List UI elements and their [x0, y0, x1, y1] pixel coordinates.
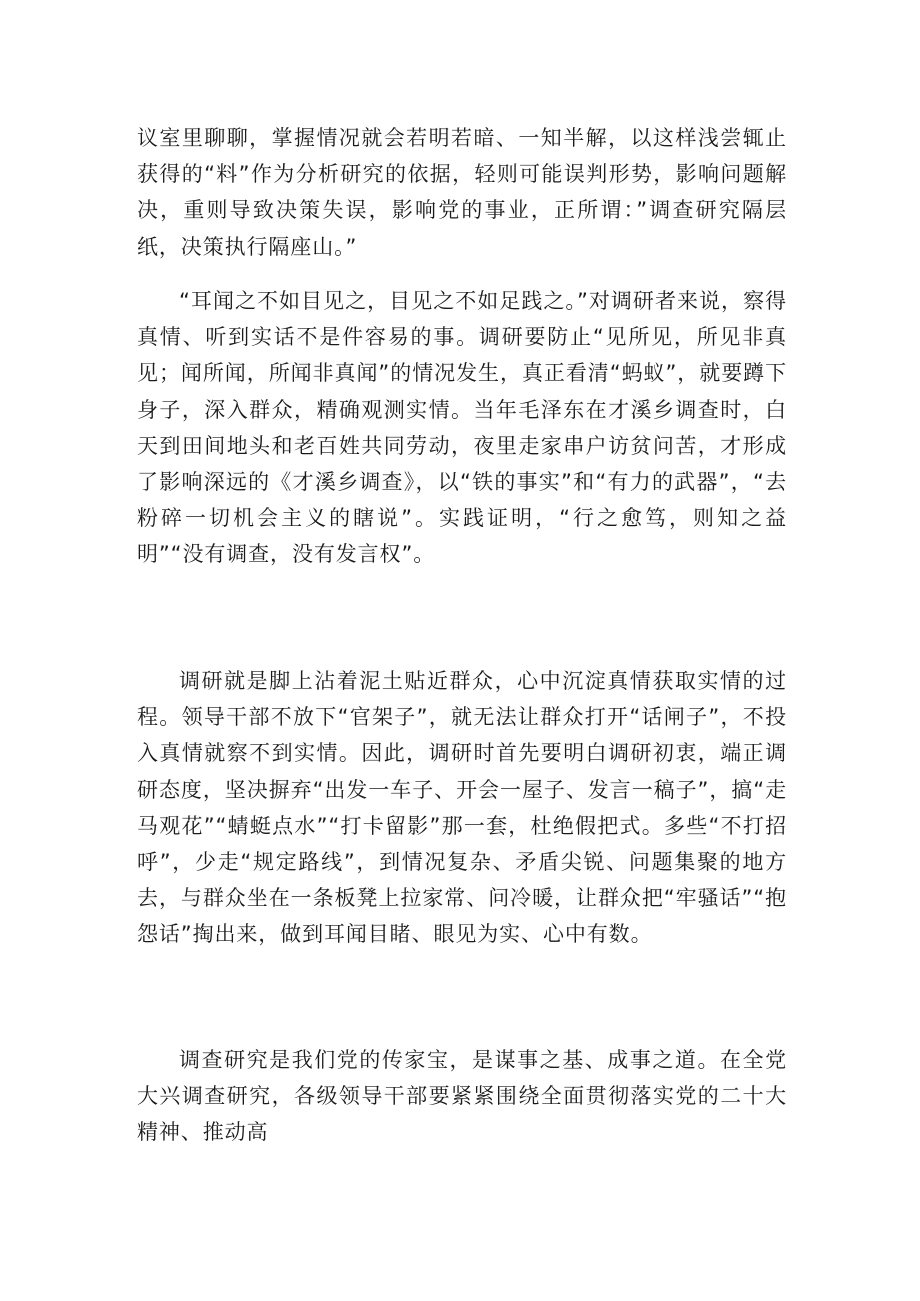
paragraph-2: “耳闻之不如目见之，目见之不如足践之。”对调研者来说，察得真情、听到实话不是件容易的事。调研要防止“见所见，所见非真见；闻所闻，所闻非真闻”的情况发生，真正看清“蚂蚁”，就要蹲下身子，深入群众，精确观测实情。当年毛泽东在才溪乡调查时，白天到田间地头和老百姓共同劳动，夜里走家串户访贫问苦，才形成了影响深远的《才溪乡调查》，以“铁的事实”和“有力的武器”，“去粉碎一切机会主义的瞎说”。实践证明，“行之愈笃，则知之益明”“没有调查，没有发言权”。	[137, 289, 787, 567]
paragraph-1: 议室里聊聊，掌握情况就会若明若暗、一知半解，以这样浅尝辄止获得的“料”作为分析研究的依据，轻则可能误判形势，影响问题解决，重则导致决策失误，影响党的事业，正所谓：”调查研究隔层纸，决策执行隔座山。”	[137, 126, 787, 259]
paragraph-4: 调查研究是我们党的传家宝，是谋事之基、成事之道。在全党大兴调查研究，各级领导干部要紧紧围绕全面贯彻落实党的二十大精神、推动高	[137, 1048, 787, 1145]
paragraph-3: 调研就是脚上沾着泥土贴近群众，心中沉淀真情获取实情的过程。领导干部不放下“官架子”，就无法让群众打开“话闸子”，不投入真情就察不到实情。因此，调研时首先要明白调研初衷，端正调研态度，坚决摒弃“出发一车子、开会一屋子、发言一稿子”，搞“走马观花”“蜻蜓点水”“打卡留影”那一套，杜绝假把式。多些“不打招呼”，少走“规定路线”，到情况复杂、矛盾尖锐、问题集聚的地方去，与群众坐在一条板凳上拉家常、问冷暖，让群众把“牢骚话”“抱怨话”掏出来，做到耳闻目睹、眼见为实、心中有数。	[137, 669, 787, 947]
